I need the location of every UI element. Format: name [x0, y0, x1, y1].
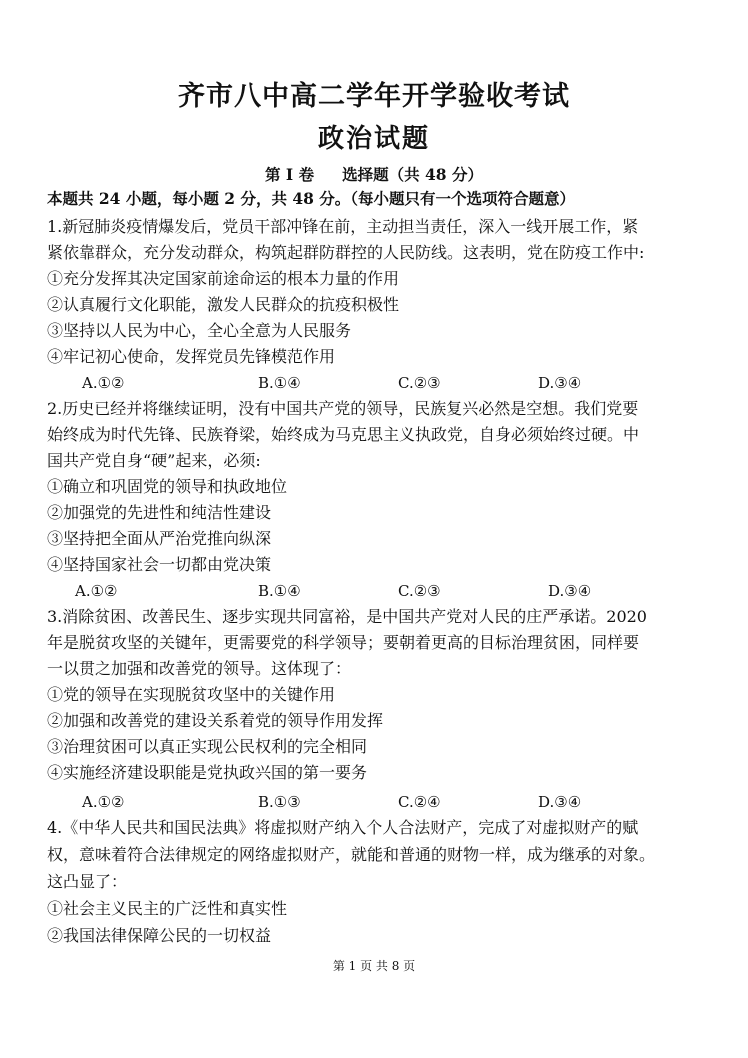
q3-option-a: A.①② [82, 793, 125, 811]
q2-item: ①确立和巩固党的领导和执政地位 [47, 477, 288, 496]
q3-item: ④实施经济建设职能是党执政兴国的第一要务 [47, 763, 368, 782]
q1-item: ②认真履行文化职能，激发人民群众的抗疫积极性 [47, 295, 400, 314]
q2-stem-line: 2.历史已经并将继续证明，没有中国共产党的领导，民族复兴必然是空想。我们党要 [47, 399, 639, 418]
q4-item: ①社会主义民主的广泛性和真实性 [47, 899, 288, 918]
q4-stem-line: 4.《中华人民共和国民法典》将虚拟财产纳入个人合法财产，完成了对虚拟财产的赋 [47, 818, 639, 837]
q4-item: ②我国法律保障公民的一切权益 [47, 926, 272, 945]
q3-option-b: B.①③ [258, 793, 301, 811]
q2-item: ④坚持国家社会一切都由党决策 [47, 555, 272, 574]
q1-item: ①充分发挥其决定国家前途命运的根本力量的作用 [47, 269, 400, 288]
page-footer: 第 1 页 共 8 页 [332, 959, 416, 973]
section-heading [0, 163, 748, 185]
q2-option-b: B.①④ [258, 582, 301, 600]
q3-option-c: C.②④ [398, 793, 441, 811]
q2-option-c: C.②③ [398, 582, 441, 600]
q3-stem-line: 一以贯之加强和改善党的领导。这体现了： [47, 659, 352, 678]
q2-stem-line: 国共产党自身“硬”起来，必须: [47, 451, 261, 470]
q1-stem-line: 1.新冠肺炎疫情爆发后，党员干部冲锋在前，主动担当责任，深入一线开展工作，紧 [47, 217, 639, 236]
q4-stem-line: 权，意味着符合法律规定的网络虚拟财产，就能和普通的财物一样，成为继承的对象。 [47, 845, 656, 864]
q3-stem-line: 年是脱贫攻坚的关键年，更需要党的科学领导；要朝着更高的目标治理贫困，同样要 [47, 633, 640, 652]
q1-option-c: C.②③ [398, 374, 441, 392]
q3-option-d: D.③④ [538, 793, 582, 811]
q2-option-a: A.①② [75, 582, 118, 600]
q2-option-d: D.③④ [548, 582, 592, 600]
q3-item: ②加强和改善党的建设关系着党的领导作用发挥 [47, 711, 384, 730]
q1-item: ④牢记初心使命，发挥党员先锋模范作用 [47, 347, 336, 366]
q1-stem-line: 紧依靠群众，充分发动群众，构筑起群防群控的人民防线。这表明，党在防疫工作中: [47, 243, 645, 262]
q3-stem-line: 3.消除贫困、改善民生、逐步实现共同富裕，是中国共产党对人民的庄严承诺。2020 [47, 607, 647, 626]
q2-item: ②加强党的先进性和纯洁性建设 [47, 503, 272, 522]
exam-subject: 政治试题 [317, 124, 430, 154]
section-part: 第 I 卷 [265, 165, 315, 184]
q1-option-b: B.①④ [258, 374, 301, 392]
q2-stem-line: 始终成为时代先锋、民族脊梁，始终成为马克思主义执政党，自身必须始终过硬。中 [47, 425, 640, 444]
q1-item: ③坚持以人民为中心，全心全意为人民服务 [47, 321, 352, 340]
q3-item: ③治理贫困可以真正实现公民权利的完全相同 [47, 737, 368, 756]
q1-option-d: D.③④ [538, 374, 582, 392]
q2-item: ③坚持把全面从严治党推向纵深 [47, 529, 272, 548]
exam-title: 齐市八中高二学年开学验收考试 [178, 81, 570, 112]
q1-option-a: A.①② [82, 374, 125, 392]
instructions: 本题共 24 小题，每小题 2 分，共 48 分。（每小题只有一个选项符合题意） [47, 189, 576, 208]
q4-stem-line: 这凸显了： [47, 872, 128, 891]
q3-item: ①党的领导在实现脱贫攻坚中的关键作用 [47, 685, 336, 704]
section-type: 选择题（共 48 分） [342, 165, 483, 184]
